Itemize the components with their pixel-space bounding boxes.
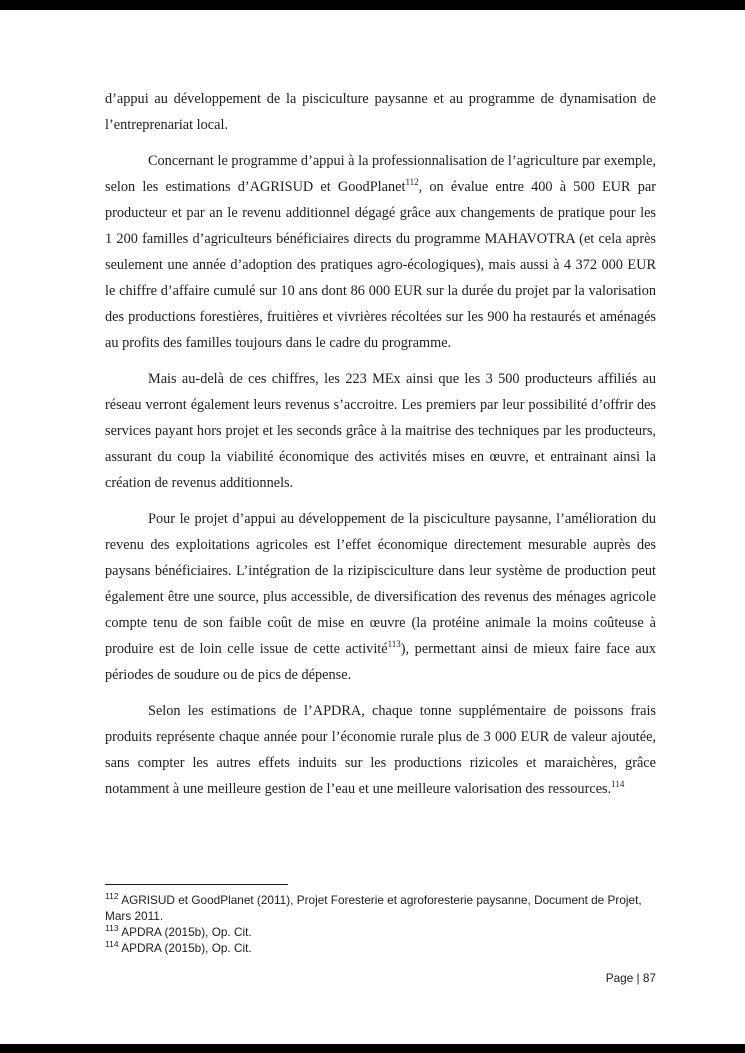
paragraph-text: Concernant le programme d’appui à la professionnalisation de l’agriculture par exemple, selon les estimations d’AGRISUD et GoodPlanet xyxy=(105,153,656,195)
body-paragraph xyxy=(105,506,656,688)
paragraph-text: d’appui au développement de la pisciculture paysanne et au programme de dynamisation de l’entreprenariat local. xyxy=(105,91,656,133)
paragraph-text: Selon les estimations de l’APDRA, chaque tonne supplémentaire de poissons frais produits représente chaque année pour l’économie rurale plus de 3 000 EUR de valeur ajoutée, sans compter les autres effets induits sur les productions rizicoles et maraichères, grâce notamment à une meilleure gestion de l’eau et une meilleure valorisation des ressources. xyxy=(105,703,656,797)
footnote-number: 114 xyxy=(105,939,119,950)
paragraph-text: Pour le projet d’appui au développement de la pisciculture paysanne, l’amélioration du revenu des exploitations agricoles est l’effet économique directement mesurable auprès des paysans bénéficiaires. L’intégration de la rizipisciculture dans leur système de production peut également être une source, plus accessible, de diversification des revenus des ménages agricole compte tenu de son faible coût de mise en œuvre (la protéine animale la moins coûteuse à produire est de loin celle issue de cette activité xyxy=(105,511,656,657)
footnote-separator xyxy=(105,884,288,885)
paragraph-text: Mais au-delà de ces chiffres, les 223 MEx ainsi que les 3 500 producteurs affiliés au réseau verront également leurs revenus s’accroitre. Les premiers par leur possibilité d’offrir des services payant hors projet et les seconds grâce à la maitrise des techniques par les producteurs, assurant du coup la viabilité économique des activités mises en œuvre, et entrainant ainsi la création de revenus additionnels. xyxy=(105,371,656,491)
body-paragraph xyxy=(105,86,656,138)
footnote-ref-114: 114 xyxy=(611,779,625,790)
footnote-text: AGRISUD et GoodPlanet (2011), Projet Foresterie et agroforesterie paysanne, Document de Projet, Mars 2011. xyxy=(105,893,642,923)
body-paragraph xyxy=(105,148,656,356)
paragraph-text: ), permettant ainsi de mieux faire face aux périodes de soudure ou de pics de dépense. xyxy=(105,641,657,683)
page-top-border xyxy=(0,0,745,10)
footnote-114 xyxy=(105,940,656,956)
footnote-text: APDRA (2015b), Op. Cit. xyxy=(121,941,252,955)
footnote-number: 112 xyxy=(105,891,119,902)
footnote-text: APDRA (2015b), Op. Cit. xyxy=(121,925,252,939)
footnote-number: 113 xyxy=(105,923,119,934)
body-paragraph xyxy=(105,698,656,802)
page-number: Page | 87 xyxy=(605,971,656,985)
footnotes-section xyxy=(105,884,656,956)
page-body xyxy=(105,86,656,812)
page-bottom-border xyxy=(0,1044,745,1053)
footnote-112 xyxy=(105,892,656,924)
paragraph-text: , on évalue entre 400 à 500 EUR par producteur et par an le revenu additionnel dégagé grâce aux changements de pratique pour les 1 200 familles d’agriculteurs bénéficiaires directs du programme MAHAVOTRA (et cela après seulement une année d’adoption des pratiques agro-écologiques), mais aussi à 4 372 000 EUR le chiffre d’affaire cumulé sur 10 ans dont 86 000 EUR sur la durée du projet par la valorisation des productions forestières, fruitières et vivrières récoltées sur les 900 ha restaurés et aménagés au profits des familles toujours dans le cadre du programme. xyxy=(105,179,656,351)
body-paragraph xyxy=(105,366,656,496)
footnote-ref-112: 112 xyxy=(405,177,419,188)
footnote-113 xyxy=(105,924,656,940)
footnote-ref-113: 113 xyxy=(387,639,401,650)
